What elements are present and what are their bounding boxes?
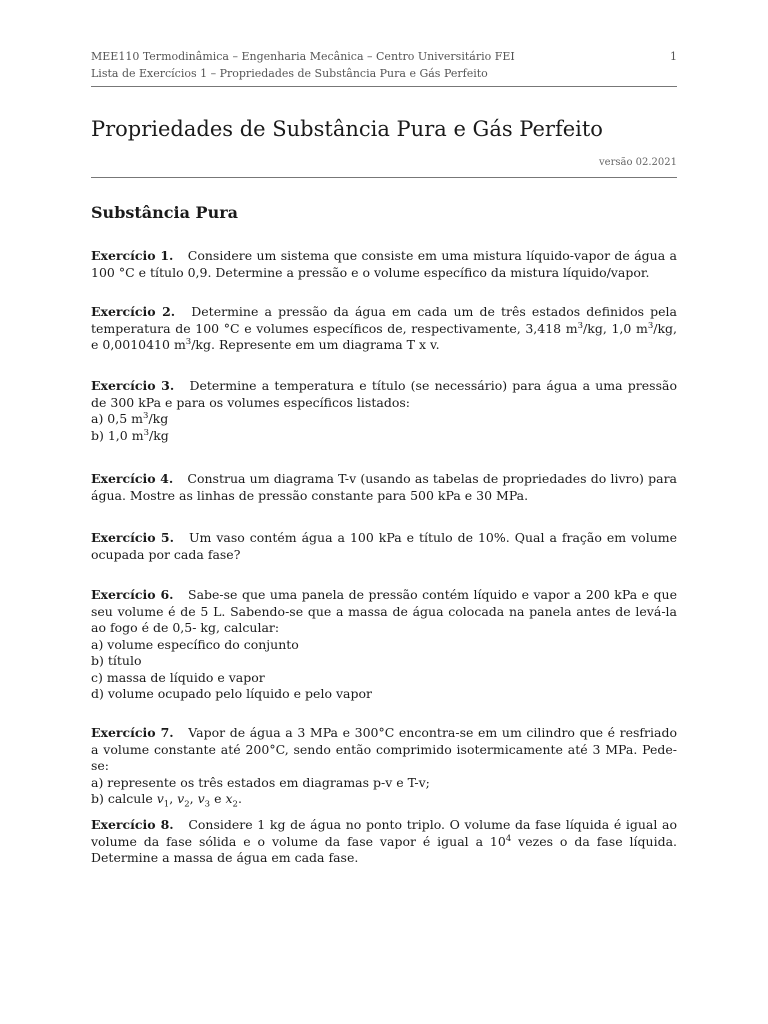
exercise-text: /kg. Represente em um diagrama T x v. bbox=[191, 337, 440, 352]
exercise-text: Considere um sistema que consiste em uma mistura líquido-vapor de água a 100 °C e título 0,9. Determine a pressão e o volume específico da mistura líquido/vapor. bbox=[91, 248, 677, 280]
list-item: b) 1,0 $m^3/kg$ bbox=[91, 427, 169, 443]
exercise-text: Construa um diagrama T-v (usando as tabelas de propriedades do livro) para água. Mostre as linhas de pressão constante para 500 kPa e 30 MPa. bbox=[91, 471, 678, 503]
list-item: b) título bbox=[91, 653, 142, 668]
exercise-label: Exercício 6. bbox=[91, 587, 174, 602]
list-item: a) volume específico do conjunto bbox=[91, 636, 299, 652]
exercise-5 bbox=[91, 530, 677, 563]
section-heading: Substância Pura bbox=[91, 203, 238, 222]
exercise-label: Exercício 4. bbox=[91, 471, 174, 486]
exercise-text: Considere 1 kg de água no ponto triplo. O volume da fase líquida é igual ao volume da fase sólida e o volume da fase vapor é igual a 10 bbox=[91, 817, 677, 849]
exponent: 3 bbox=[577, 320, 584, 331]
exercise-1 bbox=[91, 248, 677, 281]
list-item: b) calcule $v_1$, $v_2$, $v_3$ e $x_2$. bbox=[91, 791, 242, 810]
list-item: d) volume ocupado pelo líquido e pelo vapor bbox=[91, 686, 372, 701]
list-item: c) massa de líquido e vapor bbox=[91, 669, 265, 685]
exercise-text: Determine a temperatura e título (se necessário) para água a uma pressão de 300 kPa e para os volumes específicos listados: bbox=[91, 378, 677, 410]
title-divider bbox=[91, 177, 677, 178]
document-title: Propriedades de Substância Pura e Gás Perfeito bbox=[91, 117, 603, 141]
exercise-label: Exercício 7. bbox=[91, 725, 174, 740]
version-label: versão 02.2021 bbox=[599, 157, 677, 168]
page-number: 1 bbox=[670, 50, 677, 63]
exercise-label: Exercício 3. bbox=[91, 378, 175, 393]
header-divider bbox=[91, 86, 677, 87]
exercise-label: Exercício 8. bbox=[91, 817, 174, 832]
exercise-text: vezes o da fase líquida. Determine a massa de água em cada fase. bbox=[91, 833, 677, 865]
exercise-7 bbox=[91, 725, 677, 808]
exponent: 3 bbox=[185, 336, 192, 347]
exercise-text: Sabe-se que uma panela de pressão contém líquido e vapor a 200 kPa e que seu volume é de 5 L. Sabendo-se que a massa de água colocada na panela antes de levá-la ao fogo é de 0,5- kg, calcular: bbox=[91, 587, 677, 635]
exercise-8 bbox=[91, 817, 677, 867]
header-course: MEE110 Termodinâmica – Engenharia Mecânica – Centro Universitário FEI bbox=[91, 50, 515, 63]
exercise-label: Exercício 1. bbox=[91, 248, 174, 263]
exercise-text: Um vaso contém água a 100 kPa e título de 10%. Qual a fração em volume ocupada por cada fase? bbox=[91, 530, 677, 562]
exercise-3 bbox=[91, 378, 677, 444]
list-item: a) represente os três estados em diagramas p-v e T-v; bbox=[91, 774, 430, 790]
header-list: Lista de Exercícios 1 – Propriedades de Substância Pura e Gás Perfeito bbox=[91, 67, 488, 80]
exercise-text: Vapor de água a 3 MPa e 300°C encontra-se em um cilindro que é resfriado a volume constante até 200°C, sendo então comprimido isotermicamente até 3 MPa. Pede-se: bbox=[91, 725, 677, 773]
exercise-6 bbox=[91, 587, 677, 703]
exercise-2 bbox=[91, 304, 677, 354]
exercise-text: /kg, 1,0 m bbox=[583, 320, 648, 336]
exercise-4 bbox=[91, 471, 677, 504]
exercise-text: /kg, e 0,0010410 m bbox=[91, 320, 677, 352]
exercise-text: Determine a pressão da água em cada um de três estados definidos pela temperatura de 100 °C e volumes específicos de, respectivamente, 3,418 m bbox=[91, 304, 677, 336]
list-item: a) 0,5 $m^3/kg$ bbox=[91, 410, 169, 426]
exponent: 4 bbox=[505, 833, 512, 844]
exponent: 3 bbox=[647, 320, 654, 331]
exercise-label: Exercício 2. bbox=[91, 304, 176, 319]
exercise-label: Exercício 5. bbox=[91, 530, 174, 545]
running-header bbox=[91, 48, 677, 82]
